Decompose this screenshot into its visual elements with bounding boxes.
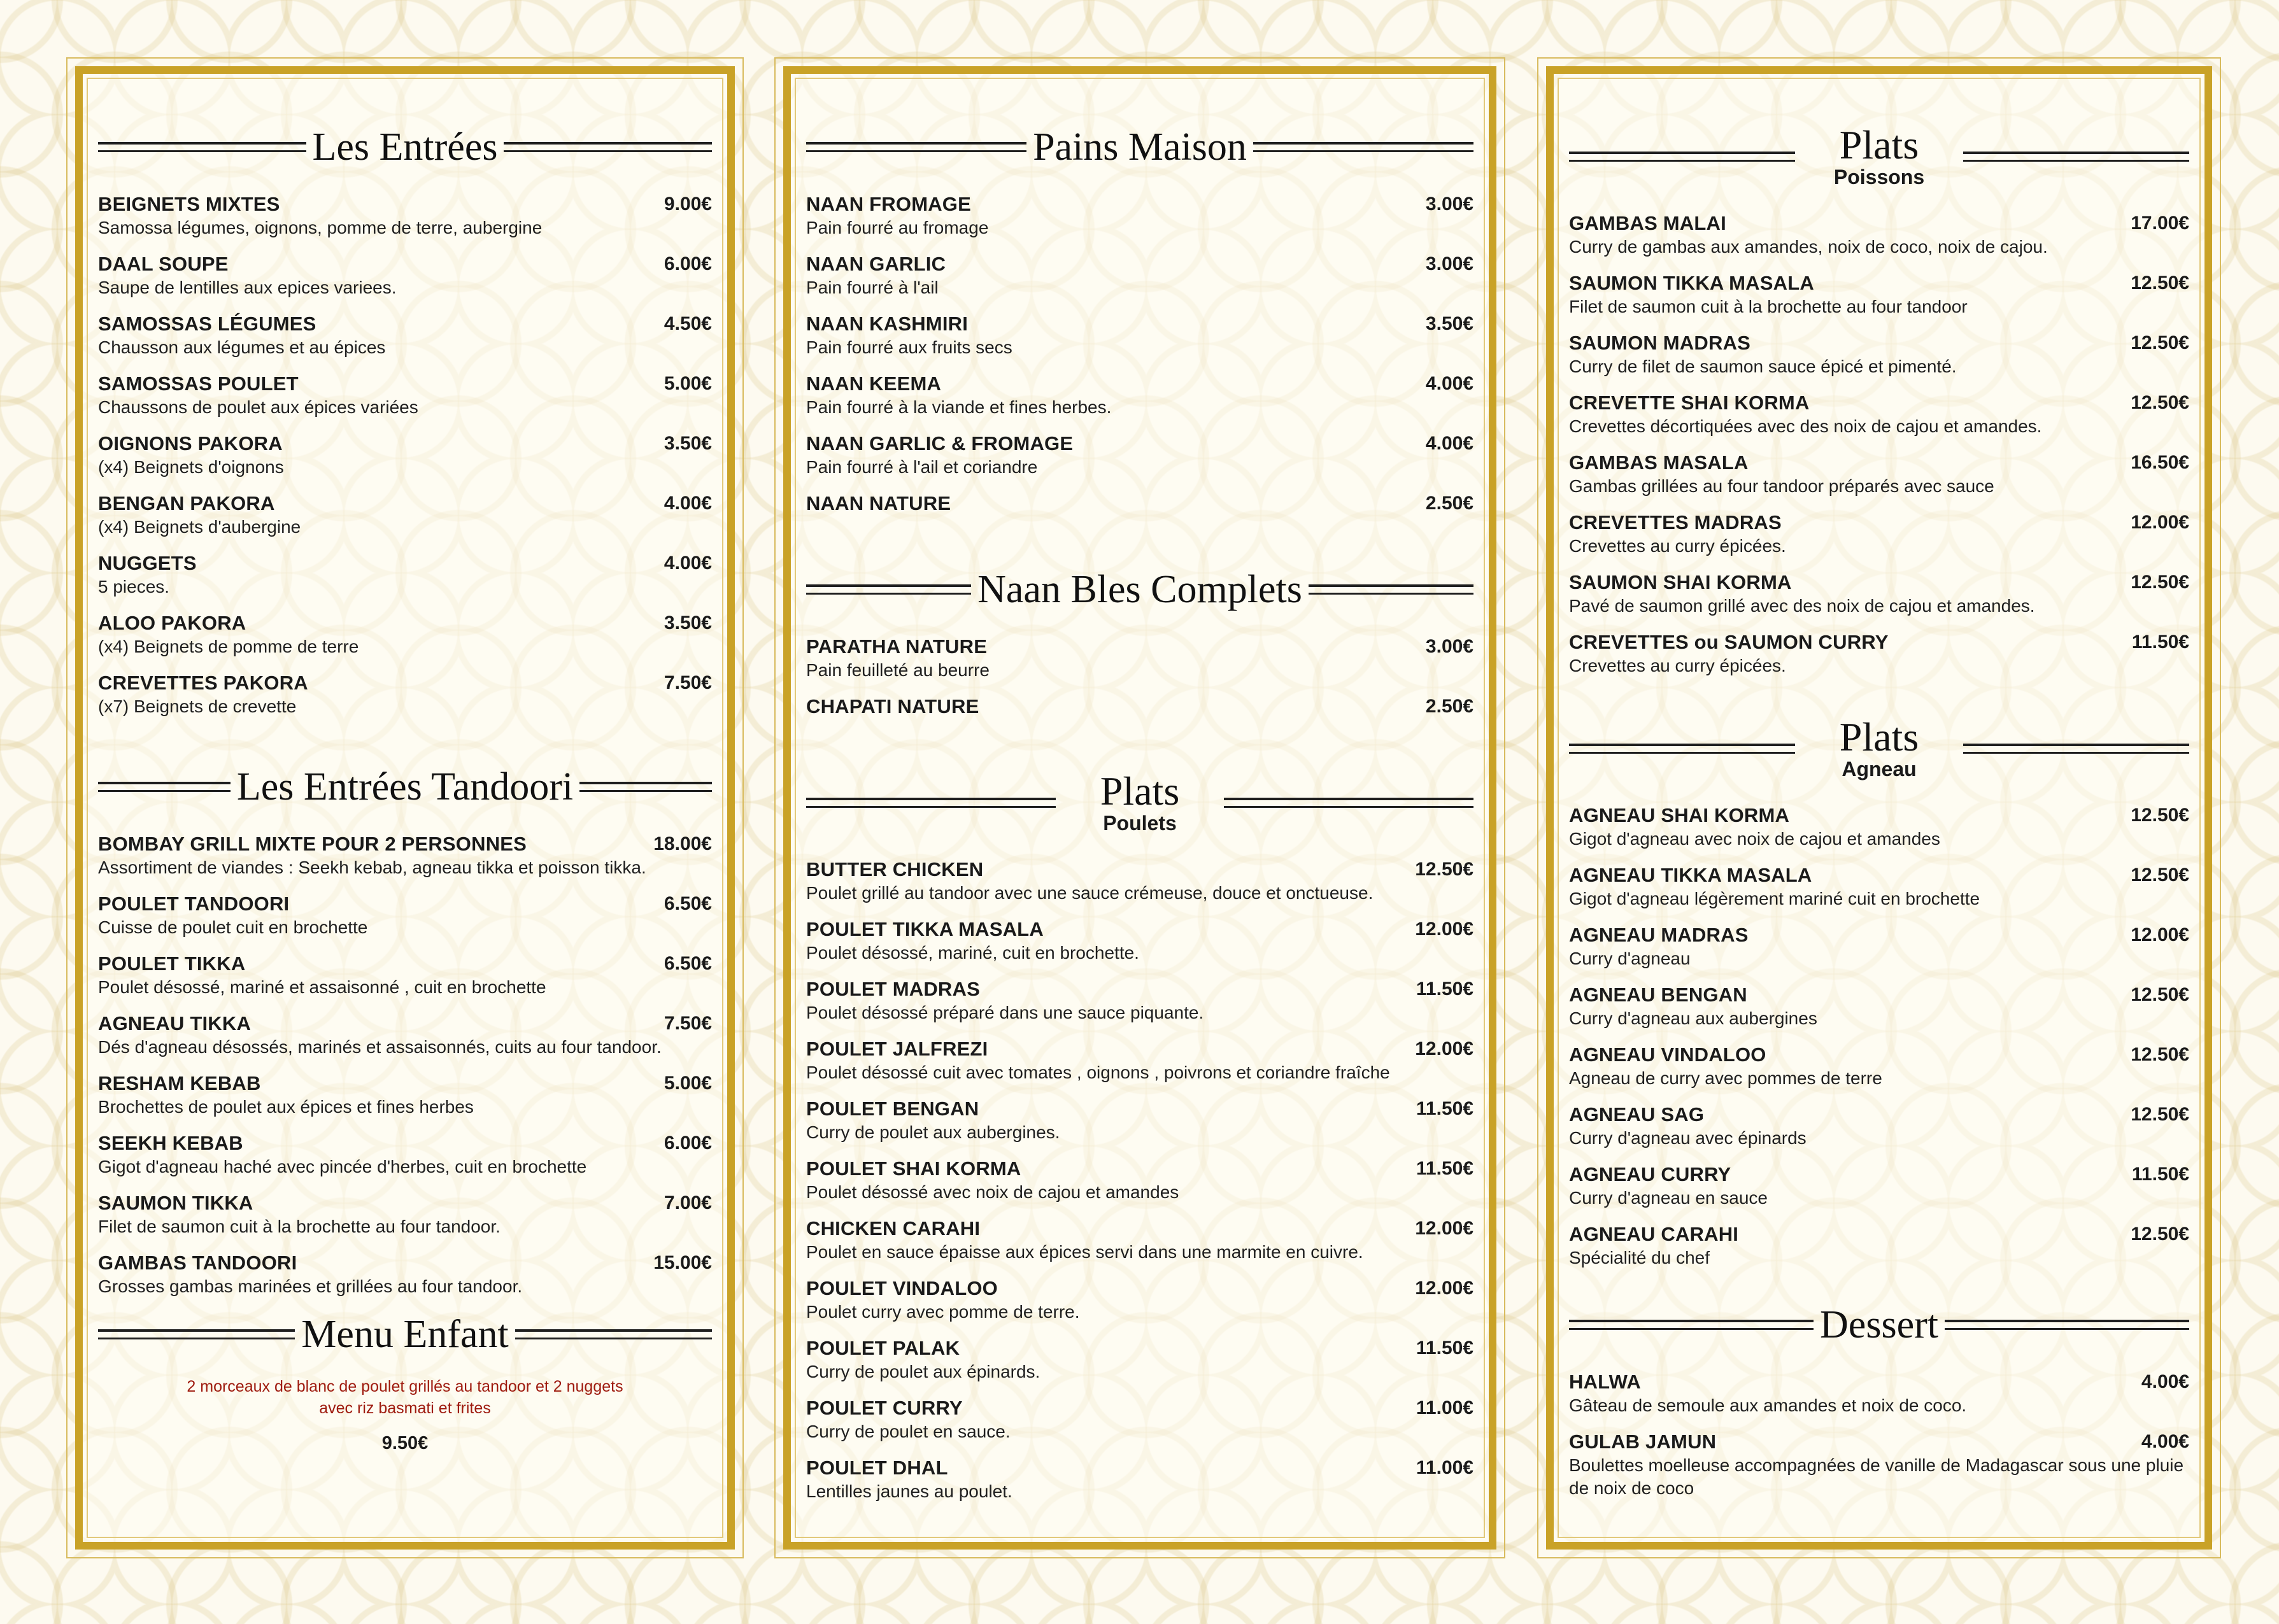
item-name: POULET MADRAS xyxy=(806,978,980,1000)
menu-item xyxy=(806,1336,1473,1396)
menu-item xyxy=(98,1251,712,1311)
item-description: Spécialité du chef xyxy=(1569,1248,1710,1267)
section-naan-bles-complets xyxy=(806,561,1473,754)
item-name: POULET BENGAN xyxy=(806,1098,979,1120)
item-price: 2.50€ xyxy=(1425,696,1473,717)
menu-item xyxy=(806,1097,1473,1157)
kids-menu xyxy=(98,1376,712,1454)
section-plats-agneau xyxy=(1569,710,2189,1282)
item-price: 7.00€ xyxy=(664,1192,712,1213)
menu-item xyxy=(1569,451,2189,511)
item-description: Pain fourré à la viande et fines herbes. xyxy=(806,397,1112,417)
item-description: Curry de filet de saumon sauce épicé et pimenté. xyxy=(1569,357,1957,376)
section-header xyxy=(1569,118,2189,195)
item-price: 12.50€ xyxy=(2131,392,2189,413)
item-price: 11.50€ xyxy=(2131,632,2189,653)
item-description: Pavé de saumon grillé avec des noix de cajou et amandes. xyxy=(1569,596,2035,616)
item-name: POULET DHAL xyxy=(806,1457,948,1479)
item-description: Poulet grillé au tandoor avec une sauce crémeuse, douce et onctueuse. xyxy=(806,883,1374,903)
menu-item xyxy=(1569,1222,2189,1282)
divider xyxy=(98,142,306,152)
item-description: Chausson aux légumes et au épices xyxy=(98,337,386,357)
item-name: AGNEAU VINDALOO xyxy=(1569,1043,1766,1066)
item-name: CREVETTES MADRAS xyxy=(1569,511,1782,533)
menu-item xyxy=(98,952,712,1012)
item-name: POULET CURRY xyxy=(806,1397,963,1419)
section-plats-poulets xyxy=(806,765,1473,1516)
item-description: Poulet en sauce épaisse aux épices servi dans une marmite en cuivre. xyxy=(806,1242,1363,1262)
item-description: Curry de poulet aux épinards. xyxy=(806,1362,1040,1381)
item-name: NAAN FROMAGE xyxy=(806,193,971,215)
kids-menu-description: avec riz basmati et frites xyxy=(319,1399,491,1417)
divider xyxy=(1963,152,2189,162)
menu-item xyxy=(98,611,712,671)
item-name: SEEKH KEBAB xyxy=(98,1132,243,1154)
section-dessert xyxy=(1569,1296,2189,1498)
item-description: Assortiment de viandes : Seekh kebab, agneau tikka et poisson tikka. xyxy=(98,858,646,877)
menu-item xyxy=(1569,923,2189,983)
item-price: 4.00€ xyxy=(1425,433,1473,454)
item-price: 12.50€ xyxy=(1415,859,1473,880)
menu-item xyxy=(806,917,1473,977)
menu-item xyxy=(1569,1370,2189,1430)
item-price: 4.00€ xyxy=(1425,373,1473,394)
item-description: Filet de saumon cuit à la brochette au four tandoor xyxy=(1569,297,1968,316)
item-list xyxy=(1569,1370,2189,1498)
divider xyxy=(1963,744,2189,754)
menu-item xyxy=(806,635,1473,695)
item-description: Curry d'agneau avec épinards xyxy=(1569,1128,1807,1148)
item-name: ALOO PAKORA xyxy=(98,612,246,634)
item-price: 11.50€ xyxy=(2131,1164,2189,1185)
section-title: Naan Bles Complets xyxy=(977,567,1302,611)
item-name: SAMOSSAS LÉGUMES xyxy=(98,313,316,335)
item-name: NAAN GARLIC & FROMAGE xyxy=(806,432,1074,455)
item-name: CHICKEN CARAHI xyxy=(806,1217,981,1239)
item-description: Curry d'agneau xyxy=(1569,949,1691,968)
item-name: AGNEAU TIKKA MASALA xyxy=(1569,864,1812,886)
item-description: Dés d'agneau désossés, marinés et assaisonnés, cuits au four tandoor. xyxy=(98,1037,662,1057)
item-price: 12.50€ xyxy=(2131,865,2189,886)
section-header xyxy=(806,765,1473,841)
item-name: CREVETTE SHAI KORMA xyxy=(1569,392,1810,414)
item-name: POULET PALAK xyxy=(806,1337,960,1359)
item-description: Poulet désossé avec noix de cajou et amandes xyxy=(806,1182,1179,1202)
item-description: Filet de saumon cuit à la brochette au four tandoor. xyxy=(98,1217,501,1236)
divider xyxy=(806,142,1026,152)
item-description: Poulet désossé, mariné, cuit en brochette. xyxy=(806,943,1139,963)
item-description: Pain fourré au fromage xyxy=(806,218,989,237)
item-description: Poulet désossé, mariné et assaisonné , cuit en brochette xyxy=(98,977,546,997)
item-name: AGNEAU CARAHI xyxy=(1569,1223,1739,1245)
item-description: Agneau de curry avec pommes de terre xyxy=(1569,1068,1882,1088)
divider xyxy=(806,584,971,595)
section-title: Pains Maison xyxy=(1033,125,1247,169)
menu-item xyxy=(806,1276,1473,1336)
item-price: 3.00€ xyxy=(1425,253,1473,274)
menu-item xyxy=(1569,1043,2189,1103)
menu-item xyxy=(806,491,1473,551)
section-title: Dessert xyxy=(1820,1303,1938,1346)
item-description: Gigot d'agneau haché avec pincée d'herbes, cuit en brochette xyxy=(98,1157,587,1176)
divider xyxy=(1945,1320,2189,1330)
item-description: Gambas grillées au four tandoor préparés avec sauce xyxy=(1569,476,1994,496)
item-name: BUTTER CHICKEN xyxy=(806,858,984,880)
item-description: Brochettes de poulet aux épices et fines herbes xyxy=(98,1097,474,1117)
menu-item xyxy=(98,1012,712,1071)
item-name: AGNEAU TIKKA xyxy=(98,1012,252,1034)
item-name: BEIGNETS MIXTES xyxy=(98,193,280,215)
item-price: 7.50€ xyxy=(664,672,712,693)
item-price: 3.50€ xyxy=(1425,313,1473,334)
menu-item xyxy=(806,1456,1473,1516)
item-price: 11.50€ xyxy=(1416,1158,1473,1179)
item-price: 12.00€ xyxy=(1415,1218,1473,1239)
item-description: 5 pieces. xyxy=(98,577,170,597)
menu-item xyxy=(98,1071,712,1131)
item-price: 4.50€ xyxy=(664,313,712,334)
item-description: Pain fourré aux fruits secs xyxy=(806,337,1012,357)
item-name: GAMBAS MALAI xyxy=(1569,212,1726,234)
item-description: (x4) Beignets de pomme de terre xyxy=(98,637,359,656)
item-name: POULET TIKKA xyxy=(98,952,246,975)
menu-item xyxy=(806,1396,1473,1456)
menu-item xyxy=(806,372,1473,432)
item-price: 11.50€ xyxy=(1416,978,1473,999)
item-name: POULET TIKKA MASALA xyxy=(806,918,1044,940)
item-price: 12.00€ xyxy=(1415,919,1473,940)
item-description: (x7) Beignets de crevette xyxy=(98,696,297,716)
item-list xyxy=(1569,211,2189,690)
item-description: Saupe de lentilles aux epices variees. xyxy=(98,278,397,297)
item-price: 11.50€ xyxy=(1416,1098,1473,1119)
menu-item xyxy=(98,551,712,611)
section-subtitle: Poissons xyxy=(1833,166,1925,188)
item-price: 12.00€ xyxy=(2131,512,2189,533)
kids-menu-price: 9.50€ xyxy=(381,1433,429,1453)
item-name: GAMBAS MASALA xyxy=(1569,451,1749,474)
section-title: Plats xyxy=(1839,122,1919,167)
divider xyxy=(98,1329,295,1339)
item-price: 4.00€ xyxy=(664,493,712,514)
item-price: 12.50€ xyxy=(2131,805,2189,826)
menu-item xyxy=(1569,1162,2189,1222)
section-title: Plats xyxy=(1100,768,1180,814)
item-description: (x4) Beignets d'oignons xyxy=(98,457,284,477)
item-price: 4.00€ xyxy=(2141,1431,2189,1452)
divider xyxy=(579,782,712,792)
item-price: 12.00€ xyxy=(1415,1278,1473,1299)
menu-item xyxy=(1569,863,2189,923)
item-name: POULET SHAI KORMA xyxy=(806,1157,1021,1180)
item-price: 12.50€ xyxy=(2131,572,2189,593)
menu-item xyxy=(98,1131,712,1191)
menu-item xyxy=(806,1157,1473,1217)
item-price: 11.50€ xyxy=(1416,1338,1473,1359)
item-price: 11.00€ xyxy=(1416,1457,1473,1478)
item-list xyxy=(806,192,1473,551)
item-description: Grosses gambas marinées et grillées au four tandoor. xyxy=(98,1276,523,1296)
item-name: GULAB JAMUN xyxy=(1569,1430,1717,1453)
menu-item xyxy=(806,312,1473,372)
section-header xyxy=(806,118,1473,176)
item-name: POULET VINDALOO xyxy=(806,1277,998,1299)
menu-item xyxy=(98,252,712,312)
item-description: Chaussons de poulet aux épices variées xyxy=(98,397,418,417)
item-name: POULET JALFREZI xyxy=(806,1038,988,1060)
item-description: Poulet désossé préparé dans une sauce piquante. xyxy=(806,1003,1204,1022)
item-price: 6.00€ xyxy=(664,1133,712,1154)
section-subtitle: Agneau xyxy=(1842,758,1917,780)
item-price: 11.00€ xyxy=(1416,1397,1473,1418)
item-name: HALWA xyxy=(1569,1371,1641,1393)
item-description: Cuisse de poulet cuit en brochette xyxy=(98,917,368,937)
item-name: CREVETTES ou SAUMON CURRY xyxy=(1569,631,1889,653)
menu-item xyxy=(1569,331,2189,391)
section-subtitle: Poulets xyxy=(1103,812,1177,835)
item-list xyxy=(98,192,712,731)
item-description: Crevettes au curry épicées. xyxy=(1569,656,1786,675)
item-name: CREVETTES PAKORA xyxy=(98,672,308,694)
item-price: 9.00€ xyxy=(664,194,712,215)
item-name: DAAL SOUPE xyxy=(98,253,229,275)
menu-item xyxy=(1569,1430,2189,1498)
section-header xyxy=(1569,710,2189,787)
item-description: Curry d'agneau en sauce xyxy=(1569,1188,1768,1208)
item-description: Samossa légumes, oignons, pomme de terre, aubergine xyxy=(98,218,543,237)
menu-item xyxy=(98,671,712,731)
item-description: Curry de gambas aux amandes, noix de coco, noix de cajou. xyxy=(1569,237,2048,257)
item-description: Pain fourré à l'ail et coriandre xyxy=(806,457,1038,477)
item-price: 15.00€ xyxy=(653,1252,712,1273)
item-description: Gigot d'agneau légèrement mariné cuit en brochette xyxy=(1569,889,1980,908)
section-title: Les Entrées xyxy=(312,125,498,169)
item-name: NAAN KASHMIRI xyxy=(806,313,969,335)
menu-item xyxy=(806,858,1473,917)
item-description: Lentilles jaunes au poulet. xyxy=(806,1481,1012,1501)
item-name: SAUMON TIKKA xyxy=(98,1192,253,1214)
item-price: 12.50€ xyxy=(2131,1044,2189,1065)
item-description: Crevettes au curry épicées. xyxy=(1569,536,1786,556)
menu-item xyxy=(806,977,1473,1037)
item-name: NAAN GARLIC xyxy=(806,253,946,275)
item-name: AGNEAU SHAI KORMA xyxy=(1569,804,1790,826)
section-title: Les Entrées Tandoori xyxy=(236,765,574,808)
menu-item xyxy=(98,432,712,491)
menu-item xyxy=(98,192,712,252)
divider xyxy=(1309,584,1473,595)
item-price: 6.00€ xyxy=(664,253,712,274)
item-name: NAAN NATURE xyxy=(806,492,951,514)
section-header xyxy=(806,561,1473,618)
section-plats-poissons xyxy=(1569,118,2189,690)
item-list xyxy=(98,832,712,1311)
item-description: Pain feuilleté au beurre xyxy=(806,660,990,680)
item-price: 12.50€ xyxy=(2131,1104,2189,1125)
item-price: 12.00€ xyxy=(1415,1038,1473,1059)
section-menu-enfant xyxy=(98,1306,712,1454)
item-name: AGNEAU CURRY xyxy=(1569,1163,1731,1185)
section-entrees xyxy=(98,118,712,731)
item-name: NAAN KEEMA xyxy=(806,372,942,395)
item-price: 6.50€ xyxy=(664,953,712,974)
menu-panel-left xyxy=(75,66,735,1550)
menu-item xyxy=(98,491,712,551)
item-name: AGNEAU BENGAN xyxy=(1569,984,1747,1006)
divider xyxy=(504,142,712,152)
menu-panel-right xyxy=(1546,66,2212,1550)
item-price: 12.50€ xyxy=(2131,272,2189,293)
item-name: NUGGETS xyxy=(98,552,197,574)
menu-item xyxy=(98,892,712,952)
item-price: 3.00€ xyxy=(1425,636,1473,657)
item-price: 3.50€ xyxy=(664,433,712,454)
menu-item xyxy=(98,832,712,892)
item-price: 5.00€ xyxy=(664,1073,712,1094)
menu-item xyxy=(806,252,1473,312)
item-list xyxy=(1569,803,2189,1282)
item-price: 12.50€ xyxy=(2131,984,2189,1005)
item-price: 3.50€ xyxy=(664,612,712,633)
section-tandoori xyxy=(98,758,712,1311)
kids-menu-description: 2 morceaux de blanc de poulet grillés au tandoor et 2 nuggets xyxy=(187,1378,623,1395)
item-description: Poulet désossé cuit avec tomates , oignons , poivrons et coriandre fraîche xyxy=(806,1063,1390,1082)
item-name: CHAPATI NATURE xyxy=(806,695,979,717)
section-header xyxy=(1569,1296,2189,1353)
section-header xyxy=(98,758,712,816)
divider xyxy=(515,1329,712,1339)
divider xyxy=(1253,142,1473,152)
item-price: 6.50€ xyxy=(664,893,712,914)
item-description: Pain fourré à l'ail xyxy=(806,278,939,297)
item-description: Curry de poulet aux aubergines. xyxy=(806,1122,1060,1142)
item-price: 2.50€ xyxy=(1425,493,1473,514)
section-title: Menu Enfant xyxy=(301,1312,509,1356)
item-name: SAMOSSAS POULET xyxy=(98,372,299,395)
item-name: SAUMON SHAI KORMA xyxy=(1569,571,1792,593)
item-price: 16.50€ xyxy=(2131,452,2189,473)
menu-panel-center xyxy=(783,66,1496,1550)
menu-item xyxy=(98,372,712,432)
item-price: 18.00€ xyxy=(653,833,712,854)
menu-item xyxy=(806,192,1473,252)
item-name: BENGAN PAKORA xyxy=(98,492,275,514)
item-description: (x4) Beignets d'aubergine xyxy=(98,517,301,537)
menu-item xyxy=(1569,271,2189,331)
menu-item xyxy=(1569,570,2189,630)
item-description: Crevettes décortiquées avec des noix de cajou et amandes. xyxy=(1569,416,2042,436)
item-description: Gâteau de semoule aux amandes et noix de coco. xyxy=(1569,1395,1967,1415)
section-pains-maison xyxy=(806,118,1473,551)
item-price: 12.00€ xyxy=(2131,924,2189,945)
menu-item xyxy=(98,1191,712,1251)
item-description: Curry d'agneau aux aubergines xyxy=(1569,1008,1817,1028)
menu-item xyxy=(1569,630,2189,690)
item-description: Poulet curry avec pomme de terre. xyxy=(806,1302,1080,1322)
section-title: Plats xyxy=(1839,714,1919,759)
menu-item xyxy=(1569,803,2189,863)
item-price: 12.50€ xyxy=(2131,332,2189,353)
divider xyxy=(1224,798,1473,808)
item-description: Boulettes moelleuse accompagnées de vanille de Madagascar sous une pluie de noix de coco xyxy=(1569,1455,2184,1498)
item-description: Gigot d'agneau avec noix de cajou et amandes xyxy=(1569,829,1940,849)
menu-item xyxy=(98,312,712,372)
item-list xyxy=(806,858,1473,1516)
item-price: 3.00€ xyxy=(1425,194,1473,215)
item-price: 12.50€ xyxy=(2131,1224,2189,1245)
item-price: 17.00€ xyxy=(2131,213,2189,234)
item-name: AGNEAU SAG xyxy=(1569,1103,1705,1126)
section-header xyxy=(98,118,712,176)
menu-item xyxy=(1569,511,2189,570)
item-price: 5.00€ xyxy=(664,373,712,394)
menu-item xyxy=(806,1037,1473,1097)
item-price: 4.00€ xyxy=(664,553,712,574)
divider xyxy=(1569,744,1795,754)
item-name: RESHAM KEBAB xyxy=(98,1072,261,1094)
divider xyxy=(806,798,1056,808)
item-name: BOMBAY GRILL MIXTE POUR 2 PERSONNES xyxy=(98,833,527,855)
item-name: AGNEAU MADRAS xyxy=(1569,924,1749,946)
item-description: Curry de poulet en sauce. xyxy=(806,1422,1011,1441)
divider xyxy=(1569,152,1795,162)
menu-item xyxy=(1569,211,2189,271)
menu-item xyxy=(1569,391,2189,451)
item-name: GAMBAS TANDOORI xyxy=(98,1252,297,1274)
item-price: 7.50€ xyxy=(664,1013,712,1034)
item-list xyxy=(806,635,1473,754)
menu-item xyxy=(806,695,1473,754)
divider xyxy=(1569,1320,1814,1330)
item-name: SAUMON MADRAS xyxy=(1569,332,1751,354)
menu-item xyxy=(806,1217,1473,1276)
item-name: SAUMON TIKKA MASALA xyxy=(1569,272,1814,294)
item-name: POULET TANDOORI xyxy=(98,893,290,915)
item-name: OIGNONS PAKORA xyxy=(98,432,283,455)
menu-item xyxy=(806,432,1473,491)
menu-item xyxy=(1569,983,2189,1043)
item-price: 4.00€ xyxy=(2141,1371,2189,1392)
section-header xyxy=(98,1306,712,1363)
menu-item xyxy=(1569,1103,2189,1162)
item-name: PARATHA NATURE xyxy=(806,635,988,658)
divider xyxy=(98,782,231,792)
